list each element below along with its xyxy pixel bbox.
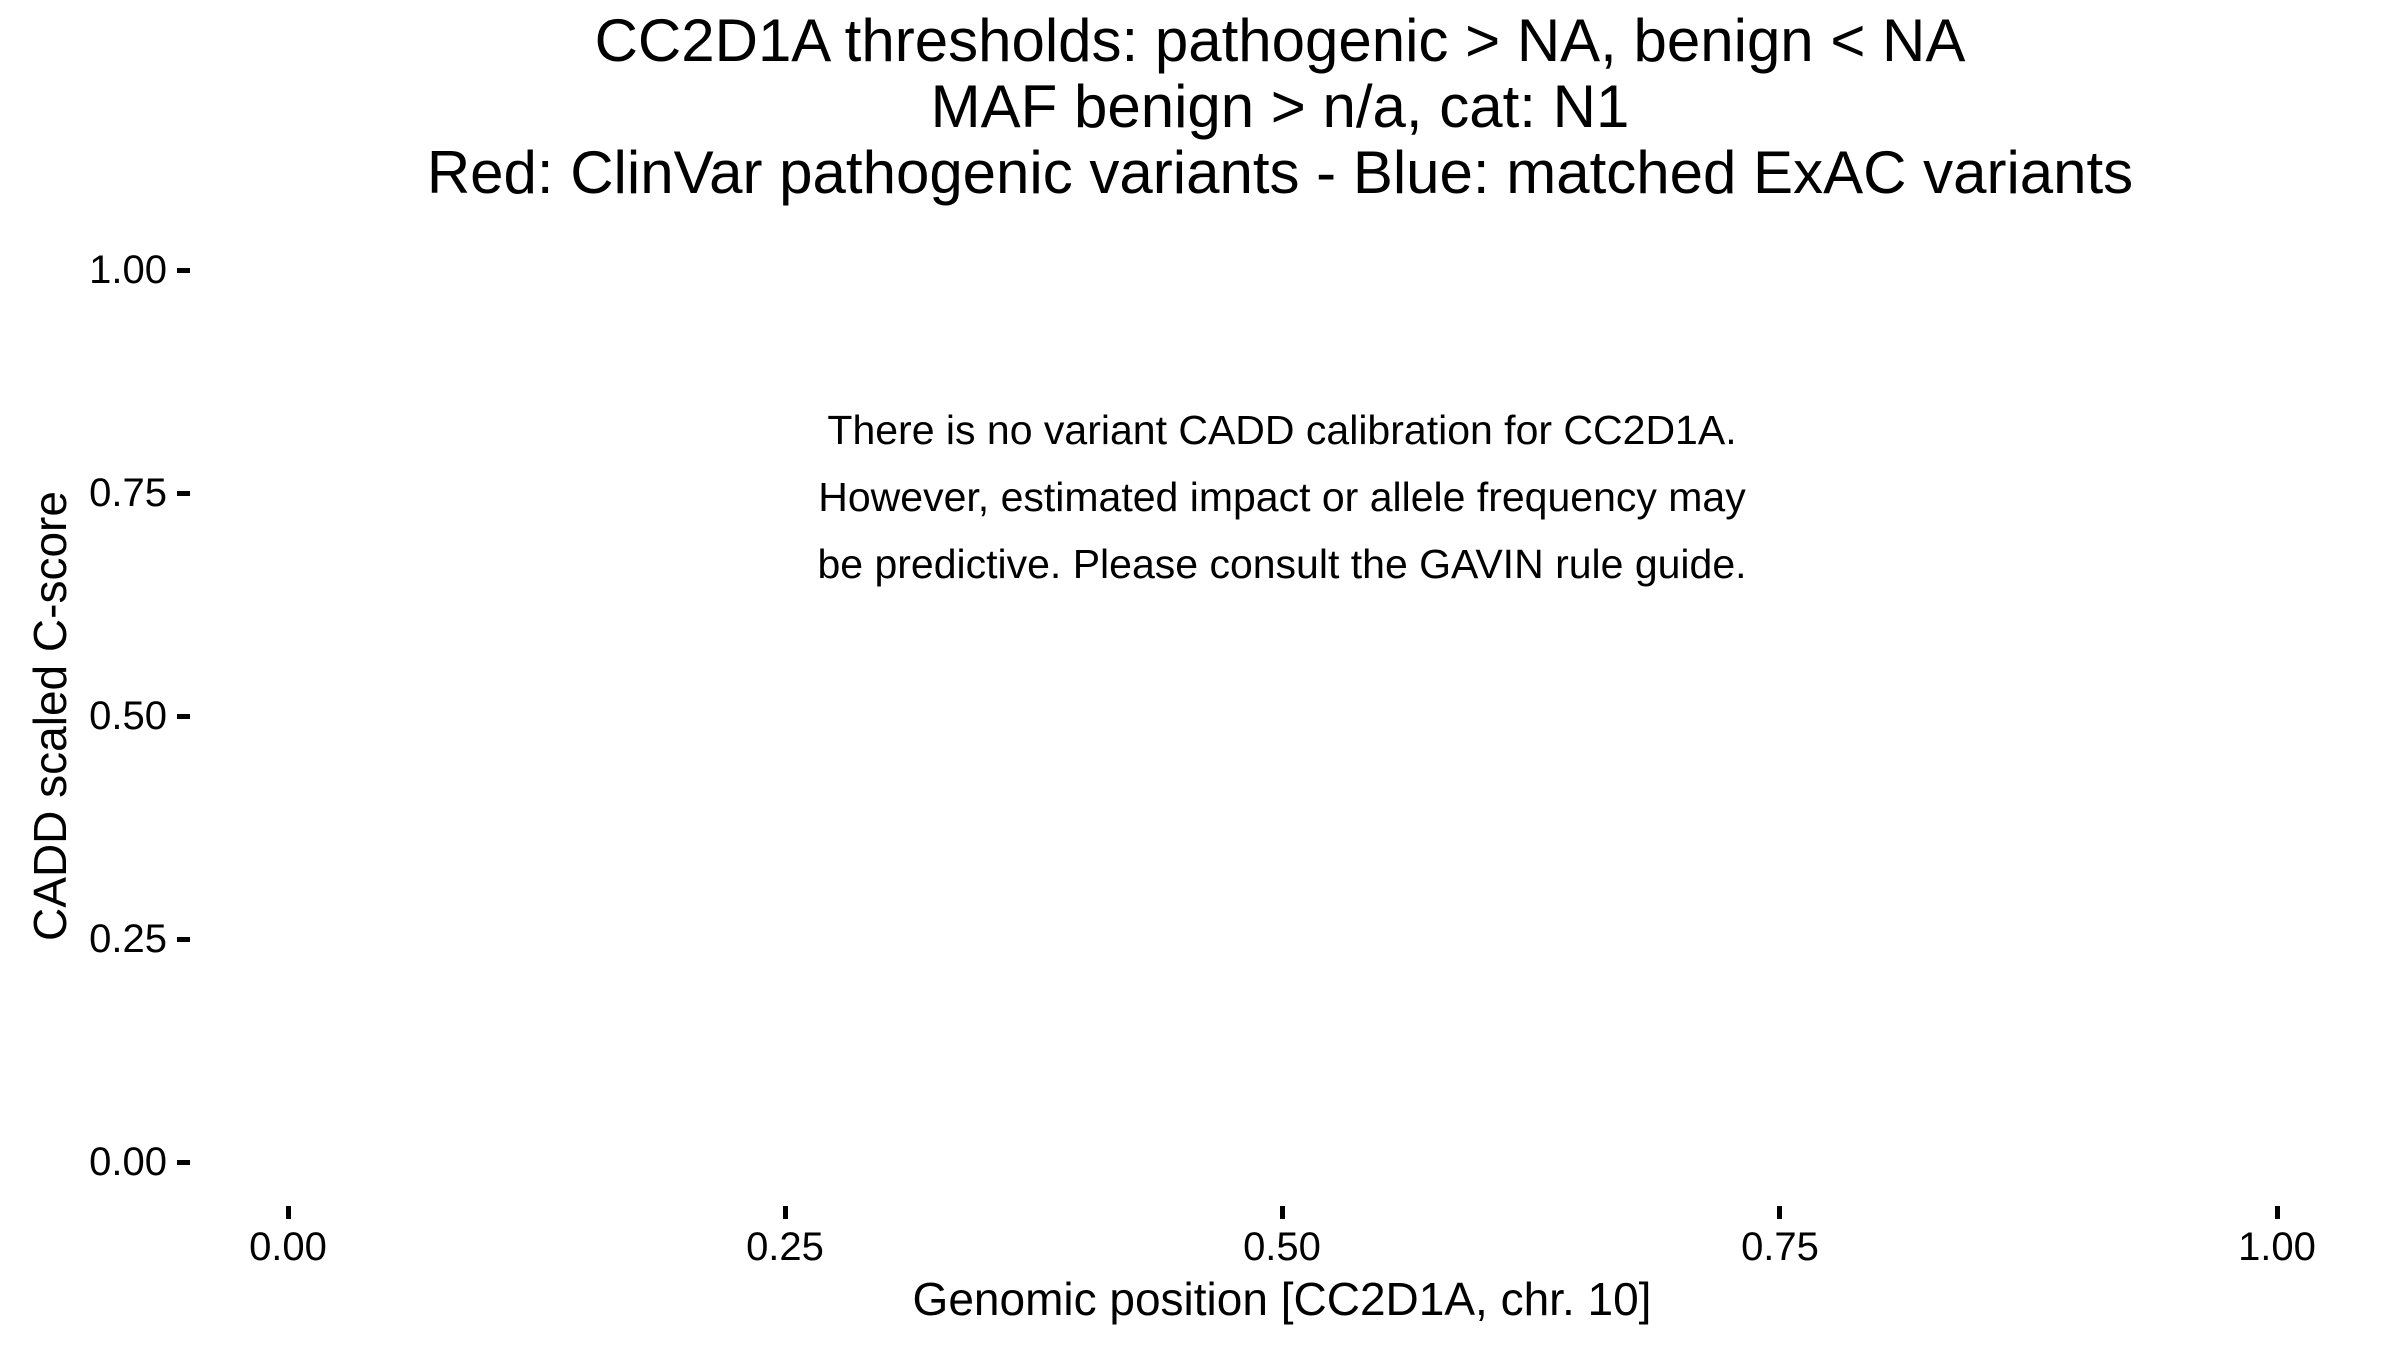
y-axis-title: CADD scaled C-score bbox=[24, 491, 76, 941]
y-tick-mark bbox=[177, 268, 190, 273]
x-tick-label-0.25: 0.25 bbox=[746, 1225, 824, 1269]
x-tick-mark bbox=[1777, 1206, 1782, 1219]
chart-title bbox=[180, 8, 2380, 206]
x-axis-title: Genomic position [CC2D1A, chr. 10] bbox=[912, 1273, 1652, 1325]
x-tick-mark bbox=[1280, 1206, 1285, 1219]
x-tick-label-0.00: 0.00 bbox=[249, 1225, 327, 1269]
y-tick-label-0.50: 0.50 bbox=[89, 694, 167, 738]
x-tick-mark bbox=[286, 1206, 291, 1219]
annotation-line-1: There is no variant CADD calibration for CC2D1A. bbox=[827, 407, 1737, 453]
x-tick-mark bbox=[783, 1206, 788, 1219]
y-tick-label-1.00: 1.00 bbox=[89, 248, 167, 292]
y-tick-label-0.25: 0.25 bbox=[89, 917, 167, 961]
x-tick-label-0.75: 0.75 bbox=[1741, 1225, 1819, 1269]
no-calibration-annotation bbox=[282, 397, 2282, 598]
x-tick-mark bbox=[2275, 1206, 2280, 1219]
y-tick-label-0.75: 0.75 bbox=[89, 471, 167, 515]
x-tick-label-0.50: 0.50 bbox=[1243, 1225, 1321, 1269]
annotation-line-2: However, estimated impact or allele frequency may bbox=[818, 474, 1746, 520]
chart-title-line-2: MAF benign > n/a, cat: N1 bbox=[930, 73, 1630, 140]
x-tick-label-1.00: 1.00 bbox=[2238, 1225, 2316, 1269]
y-tick-mark bbox=[177, 1160, 190, 1165]
y-tick-label-0.00: 0.00 bbox=[89, 1140, 167, 1184]
y-tick-mark bbox=[177, 714, 190, 719]
chart-title-line-1: CC2D1A thresholds: pathogenic > NA, benign < NA bbox=[594, 7, 1966, 74]
annotation-line-3: be predictive. Please consult the GAVIN rule guide. bbox=[817, 541, 1747, 587]
y-tick-mark bbox=[177, 491, 190, 496]
chart-title-line-3: Red: ClinVar pathogenic variants - Blue: matched ExAC variants bbox=[426, 139, 2134, 206]
y-tick-mark bbox=[177, 937, 190, 942]
